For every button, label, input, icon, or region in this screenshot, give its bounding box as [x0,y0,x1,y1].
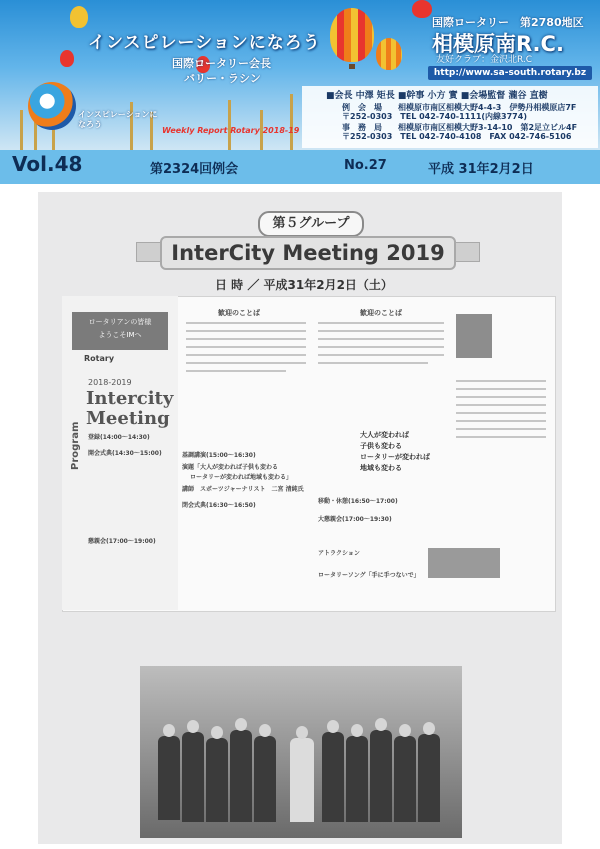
officers-line: ■会長 中澤 矩長 ■幹事 小方 實 ■会場監督 瀧谷 直樹 [326,91,548,101]
program-year: 2018-2019 [88,378,132,387]
meeting-number: 第2324回例会 [150,162,239,177]
office-address: 相模原市南区相模大野3-14-10 第2足立ビル4F [398,123,578,132]
sister-club: 友好クラブ：金沢北R.C [436,55,533,65]
keynote-title: 演題「大人が変われば子供も変わる [182,464,279,471]
schedule-item: 開会式典(14:30〜15:00) [88,450,162,457]
logo-text-line1: インスピレーションに [78,110,158,119]
balloon-icon [330,8,374,62]
ri-president-title: 国際ロータリー会長 [172,57,271,70]
slogan: インスピレーションになろう [88,33,321,53]
volume-number: Vol.48 [12,152,83,176]
speaker-photo [456,314,492,358]
schedule-item: 閉会式典(16:30〜16:50) [182,502,256,509]
schedule-item: 大懇親会(17:00〜19:30) [318,516,392,523]
schedule-item: 登録(14:00〜14:30) [88,434,150,441]
office-label: 事 務 局 [342,123,382,132]
venue-address: 相模原市南区相模大野4-4-3 伊勢丹相模原店7F [398,103,577,112]
issue-date: 平成 31年2月2日 [428,162,534,177]
weekly-report-label: Weekly Report Rotary 2018-19 [162,126,300,135]
meeting-date: 日 時 ／ 平成31年2月2日（土） [215,278,393,292]
ri-president-name: バリー・ラシン [184,72,261,85]
group-badge: 第５グループ [258,211,364,237]
bubble-line: 子供も変わる [360,442,402,450]
club-url-link[interactable]: http://www.sa-south.rotary.bz [428,66,592,80]
welcome-message-title: 歓迎のことば [360,309,402,317]
logo-text [78,110,157,130]
keynote-title-2: ロータリーが変われば地域も変わる」 [190,474,293,481]
venue-label: 例 会 場 [342,103,382,112]
page-title: InterCity Meeting 2019 [160,236,456,270]
balloon-icon [412,0,432,18]
keynote-speaker: 講師 スポーツジャーナリスト 二宮 清純氏 [182,486,304,493]
officers-box [302,86,598,148]
schedule-item: 基調講演(15:00〜16:30) [182,452,256,459]
club-name: 相模原南R.C. [432,32,564,56]
balloon-icon [70,6,88,28]
rotary-logo: Rotary [84,354,115,363]
bubble-line: 地域も変わる [360,464,402,472]
schedule-item: 懇親会(17:00〜19:00) [88,538,156,545]
schedule-item: 移動・休憩(16:50〜17:00) [318,498,398,505]
group-photo [140,666,462,838]
balloon-icon [376,38,402,70]
crowd-photo [428,548,500,578]
program-label: Program [70,421,81,470]
program-intercity: Intercity [86,388,174,409]
welcome-box [72,312,168,350]
bubble-line: 大人が変われば [360,431,409,439]
speech-bubble [360,430,430,474]
logo-text-line2: なろう [78,120,102,129]
bubble-line: ロータリーが変われば [360,453,430,461]
issue-number: No.27 [344,158,387,173]
district-label: 国際ロータリー 第2780地区 [432,16,584,29]
balloon-icon [60,50,74,67]
title-wing-right [452,242,480,262]
program-meeting: Meeting [86,408,170,429]
welcome-message-title: 歓迎のことば [218,309,260,317]
theme-logo-icon [28,82,76,130]
schedule-item: アトラクション [318,550,360,557]
welcome-line1: ロータリアンの皆様 [88,318,152,326]
welcome-line2: ようこそIMへ [98,331,142,339]
venue-phone: 〒252-0303 TEL 042-740-1111(内線3774) [342,112,527,121]
office-phone: 〒252-0303 TEL 042-740-4108 FAX 042-746-5106 [342,132,572,141]
schedule-item: ロータリーソング「手に手つないで」 [318,572,420,579]
